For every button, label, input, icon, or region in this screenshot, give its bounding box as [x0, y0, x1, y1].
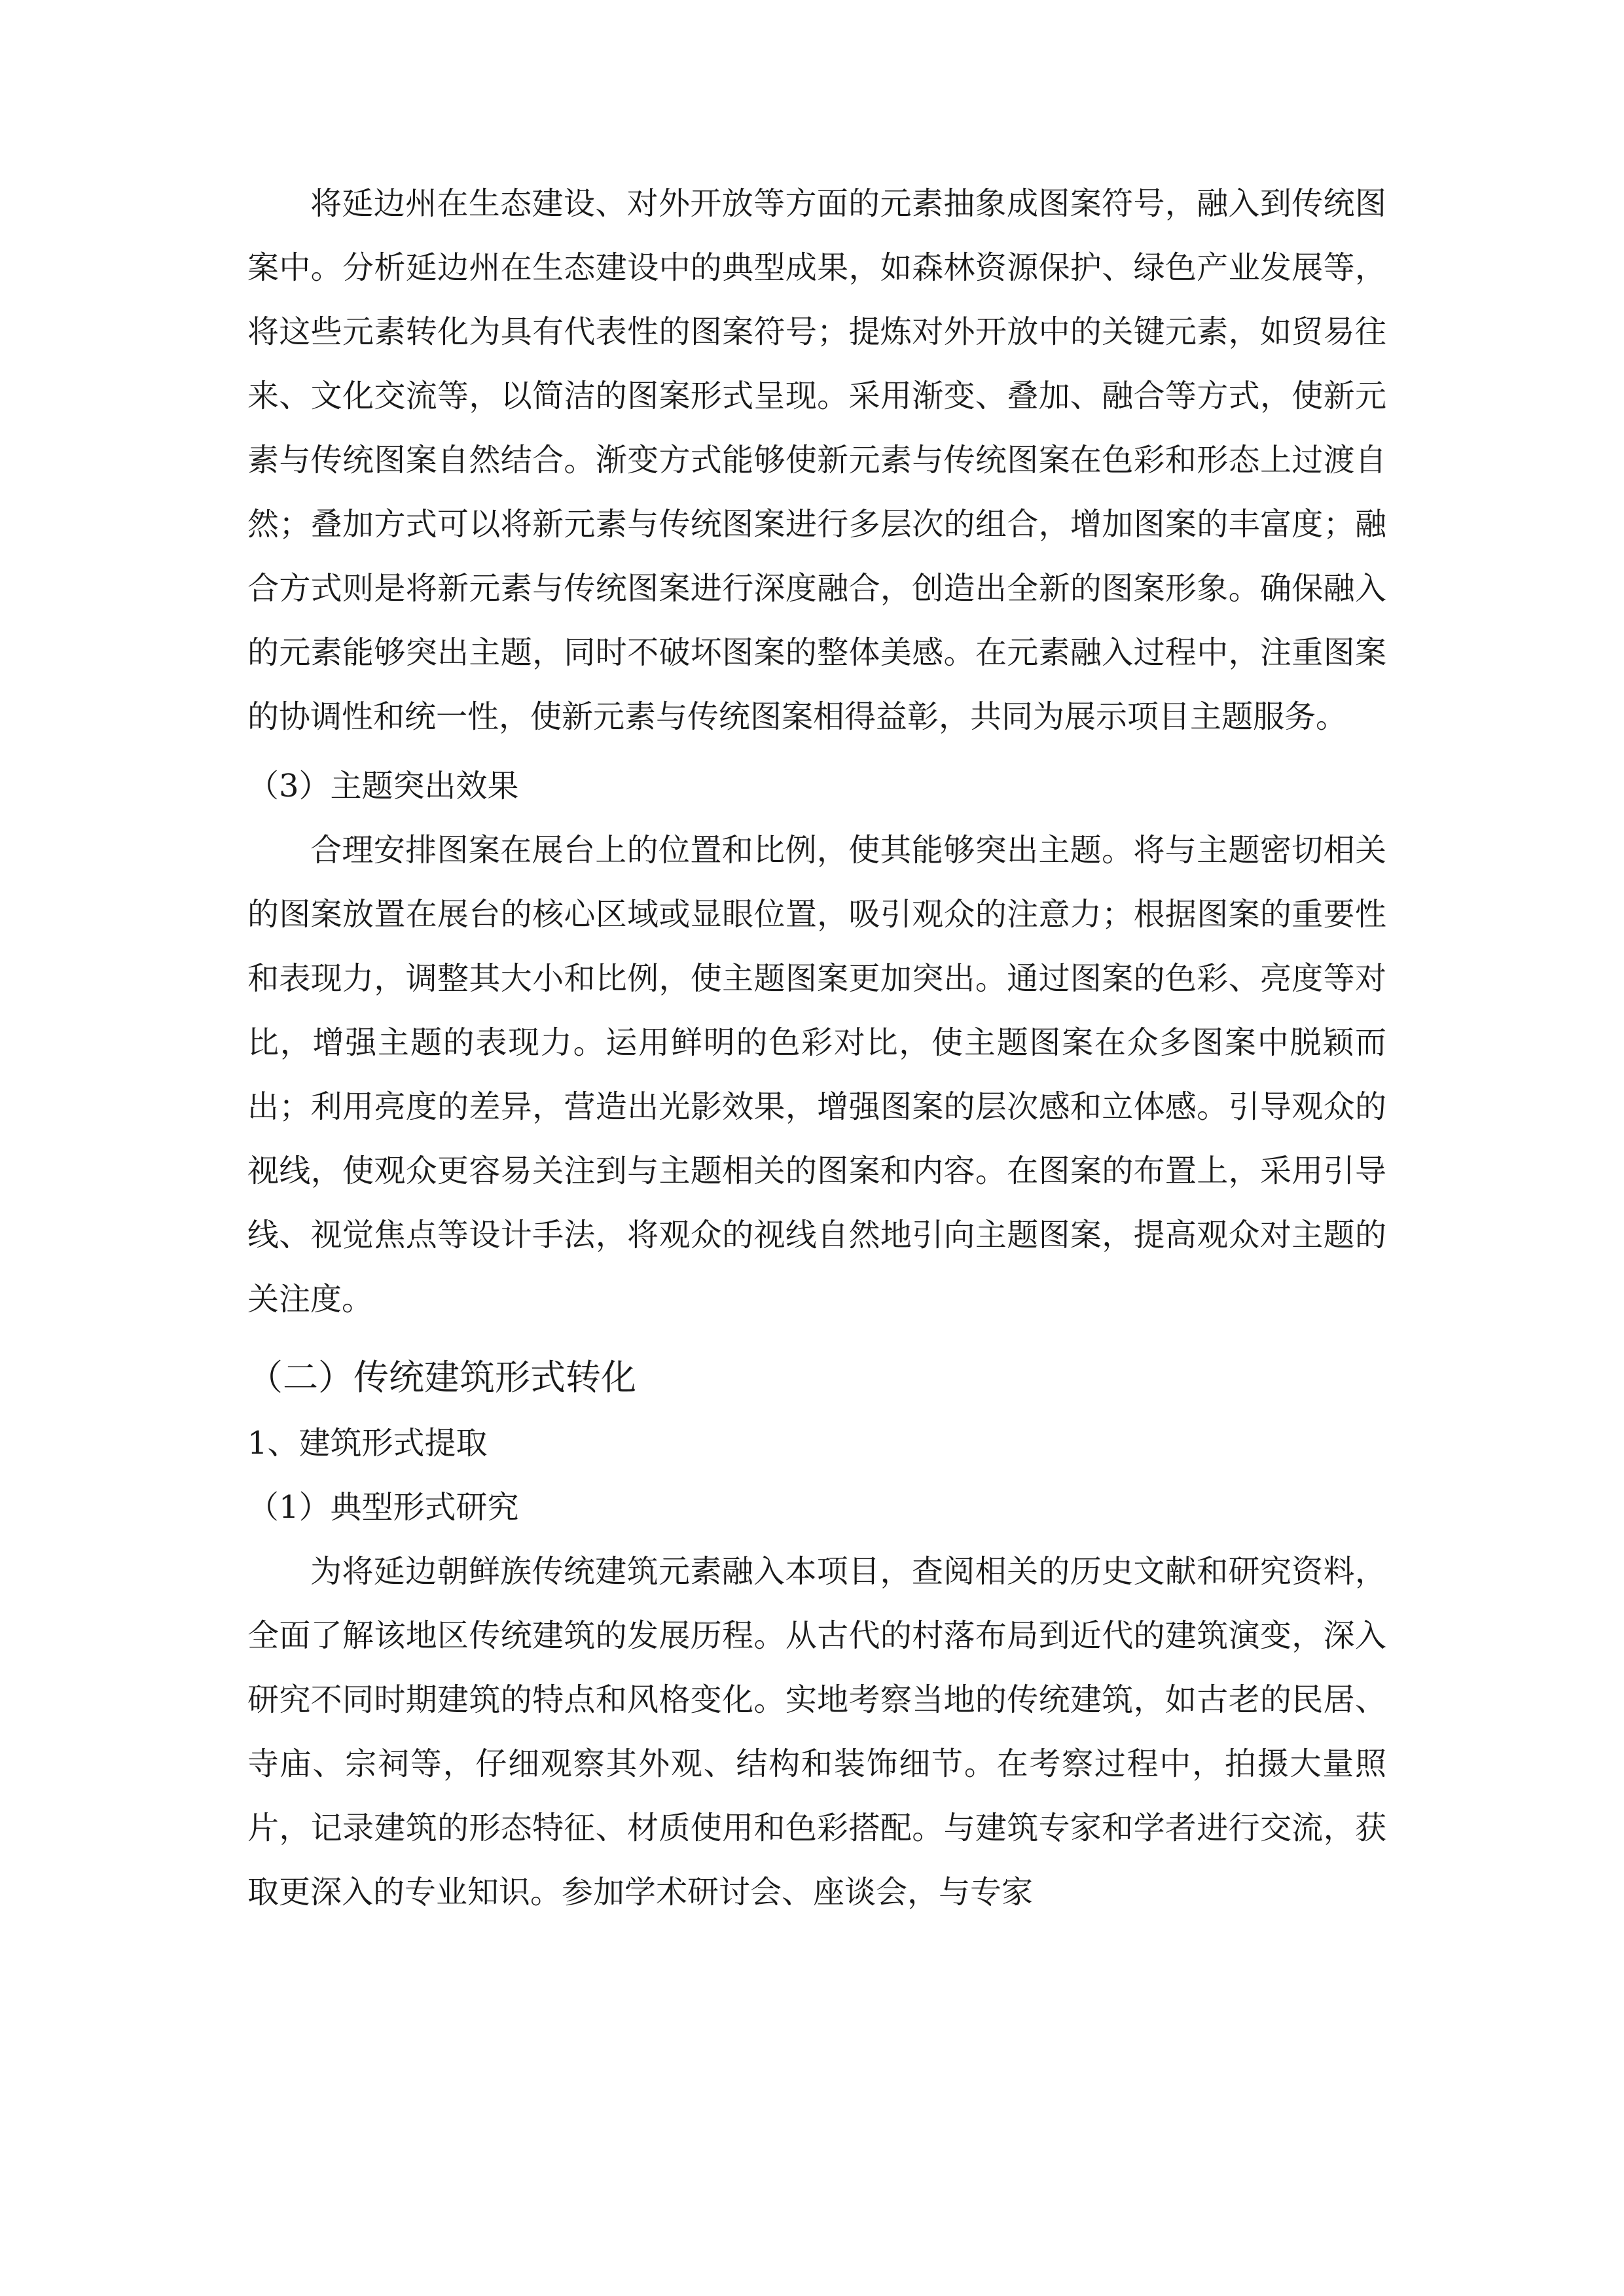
section-heading-architecture: （二）传统建筑形式转化: [247, 1357, 636, 1398]
paragraph-pattern-integration: 将延边州在生态建设、对外开放等方面的元素抽象成图案符号，融入到传统图案中。分析延边州在生态建设中的典型成果，如森林资源保护、绿色产业发展等，将这些元素转化为具有代表性的图案符号；提炼对外开放中的关键元素，如贸易往来、文化交流等，以简洁的图案形式呈现。采用渐变、叠加、融合等方式，使新元素与传统图案自然结合。渐变方式能够使新元素与传统图案在色彩和形态上过渡自然；叠加方式可以将新元素与传统图案进行多层次的组合，增加图案的丰富度；融合方式则是将新元素与传统图案进行深度融合，创造出全新的图案形象。确保融入的元素能够突出主题，同时不破坏图案的整体美感。在元素融入过程中，注重图案的协调性和统一性，使新元素与传统图案相得益彰，共同为展示项目主题服务。: [247, 185, 1386, 735]
paragraph-typical-forms: 为将延边朝鲜族传统建筑元素融入本项目，查阅相关的历史文献和研究资料，全面了解该地区传统建筑的发展历程。从古代的村落布局到近代的建筑演变，深入研究不同时期建筑的特点和风格变化。实地考察当地的传统建筑，如古老的民居、寺庙、宗祠等，仔细观察其外观、结构和装饰细节。在考察过程中，拍摄大量照片，记录建筑的形态特征、材质使用和色彩搭配。与建筑专家和学者进行交流，获取更深入的专业知识。参加学术研讨会、座谈会，与专家: [247, 1553, 1386, 1910]
subheading-theme-effect: （3）主题突出效果: [247, 768, 519, 804]
subheading-typical-forms: （1）典型形式研究: [247, 1489, 519, 1526]
document-body: [247, 171, 1386, 1924]
spacer: [247, 749, 1386, 754]
subheading-form-extraction: 1、建筑形式提取: [247, 1425, 488, 1462]
paragraph-theme-effect: 合理安排图案在展台上的位置和比例，使其能够突出主题。将与主题密切相关的图案放置在展台的核心区域或显眼位置，吸引观众的注意力；根据图案的重要性和表现力，调整其大小和比例，使主题图案更加突出。通过图案的色彩、亮度等对比，增强主题的表现力。运用鲜明的色彩对比，使主题图案在众多图案中脱颖而出；利用亮度的差异，营造出光影效果，增强图案的层次感和立体感。引导观众的视线，使观众更容易关注到与主题相关的图案和内容。在图案的布置上，采用引导线、视觉焦点等设计手法，将观众的视线自然地引向主题图案，提高观众对主题的关注度。: [247, 832, 1386, 1318]
